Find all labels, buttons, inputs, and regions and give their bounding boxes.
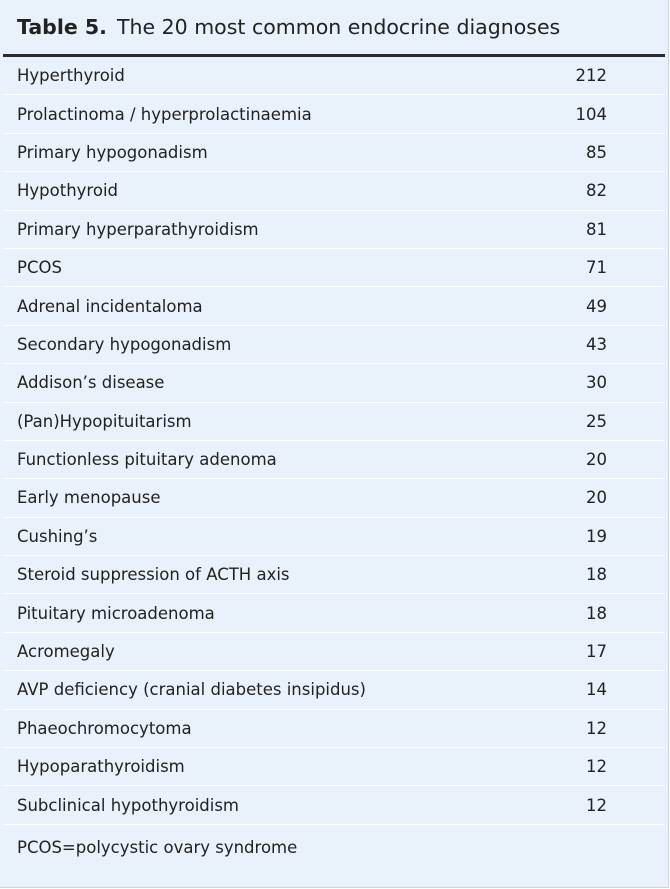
table-row [3, 633, 665, 671]
diagnosis-cell: (Pan)Hypopituitarism [17, 411, 192, 431]
count-cell: 212 [575, 66, 607, 86]
table-row [3, 134, 665, 172]
diagnosis-cell: Addison’s disease [17, 373, 165, 393]
table-row [3, 518, 665, 556]
diagnosis-cell: Steroid suppression of ACTH axis [17, 565, 290, 585]
count-cell: 25 [586, 411, 607, 431]
count-cell: 43 [586, 334, 607, 354]
table-number: Table 5. [17, 15, 107, 39]
table-row [3, 364, 665, 402]
table-row [3, 211, 665, 249]
table-row [3, 403, 665, 441]
table-row [3, 786, 665, 824]
diagnosis-cell: PCOS [17, 258, 62, 278]
table-row [3, 95, 665, 133]
table-row [3, 594, 665, 632]
count-cell: 14 [586, 680, 607, 700]
diagnosis-cell: Subclinical hypothyroidism [17, 795, 240, 815]
table-row [3, 441, 665, 479]
table-row [3, 326, 665, 364]
count-cell: 104 [575, 104, 607, 124]
table-row [3, 748, 665, 786]
count-cell: 20 [586, 488, 607, 508]
diagnosis-cell: AVP deficiency (cranial diabetes insipidus) [17, 680, 366, 700]
count-cell: 71 [586, 258, 607, 278]
count-cell: 30 [586, 373, 607, 393]
table-row [3, 287, 665, 325]
diagnosis-cell: Prolactinoma / hyperprolactinaemia [17, 104, 312, 124]
table-title: The 20 most common endocrine diagnoses [116, 15, 561, 39]
diagnosis-cell: Primary hypogonadism [17, 142, 208, 162]
diagnosis-cell: Primary hyperparathyroidism [17, 219, 259, 239]
count-cell: 82 [586, 181, 607, 201]
diagnosis-cell: Functionless pituitary adenoma [17, 450, 277, 470]
count-cell: 12 [586, 718, 607, 738]
count-cell: 85 [586, 142, 607, 162]
count-cell: 19 [586, 526, 607, 546]
table-caption [0, 0, 668, 54]
table-row [3, 249, 665, 287]
count-cell: 20 [586, 450, 607, 470]
diagnosis-cell: Hyperthyroid [17, 66, 125, 86]
diagnosis-cell: Early menopause [17, 488, 161, 508]
diagnosis-cell: Phaeochromocytoma [17, 718, 192, 738]
count-cell: 81 [586, 219, 607, 239]
table-row [3, 671, 665, 709]
table-row [3, 479, 665, 517]
diagnosis-cell: Hypoparathyroidism [17, 757, 185, 777]
count-cell: 49 [586, 296, 607, 316]
diagnosis-cell: Secondary hypogonadism [17, 334, 232, 354]
count-cell: 12 [586, 795, 607, 815]
count-cell: 18 [586, 565, 607, 585]
diagnosis-cell: Pituitary microadenoma [17, 603, 215, 623]
count-cell: 12 [586, 757, 607, 777]
diagnosis-cell: Cushing’s [17, 526, 98, 546]
count-cell: 17 [586, 642, 607, 662]
table-row [3, 172, 665, 210]
count-cell: 18 [586, 603, 607, 623]
table-row [3, 57, 665, 95]
table-row [3, 556, 665, 594]
diagnosis-cell: Adrenal incidentaloma [17, 296, 203, 316]
table-row [3, 710, 665, 748]
diagnosis-cell: Acromegaly [17, 642, 115, 662]
diagnosis-cell: Hypothyroid [17, 181, 119, 201]
table-footnote: PCOS=polycystic ovary syndrome [17, 837, 298, 857]
table-body [0, 57, 668, 825]
